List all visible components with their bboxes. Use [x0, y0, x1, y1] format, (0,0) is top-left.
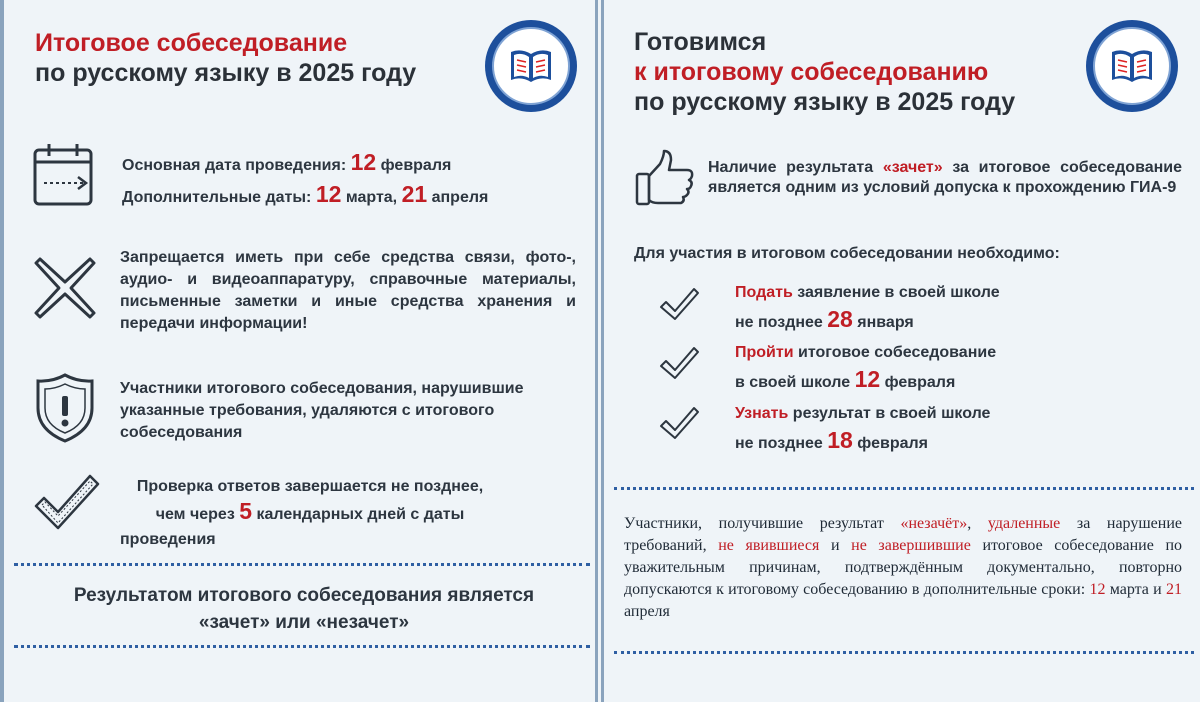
admission-text: Наличие результата «зачет» за итоговое собеседование является одним из условий допуска к прохождению ГИА-9: [708, 159, 1182, 196]
step-item: Пройти итоговое собеседование в своей школе 12 февраля: [735, 344, 997, 392]
bottom-note: Участники, получившие результат «незачёт», удаленные за нарушение требований, не явившиеся и не завершившие итоговое собеседование по уважительным причинам, подтверждённым документально, повторно допускаются к итоговому собеседованию в дополнительные сроки: 12 марта и 21 апреля: [624, 515, 1183, 620]
step-item: Подать заявление в своей школе не позднее 28 января: [735, 284, 1000, 332]
divider: [14, 645, 590, 648]
emblem-logo: [1086, 20, 1178, 112]
dates-block: Основная дата проведения: 12 февраля Дополнительные даты: 12 марта, 21 апреля: [122, 149, 489, 207]
divider: [14, 563, 590, 566]
result-text: Результатом итогового собеседования является «зачет» или «незачет»: [73, 585, 535, 633]
divider: [614, 487, 1194, 490]
violators-text: Участники итогового собеседования, нарушившие указанные требования, удаляются с итогового собеседования: [120, 380, 524, 441]
thumbs-up-icon: [634, 148, 696, 208]
check-icon: [658, 285, 700, 325]
shield-warning-icon: [34, 372, 96, 444]
right-title: Готовимся к итоговому собеседованию по русскому языку в 2025 году: [634, 28, 1016, 116]
cross-icon: [32, 255, 98, 321]
left-title: Итоговое собеседование по русскому языку в 2025 году: [35, 29, 417, 87]
divider: [614, 651, 1194, 654]
check-text: Проверка ответов завершается не позднее, чем через 5 календарных дней с даты проведения: [120, 478, 484, 548]
check-icon: [658, 344, 700, 384]
left-panel: [0, 0, 598, 702]
check-icon: [32, 470, 102, 534]
calendar-icon: [32, 141, 94, 207]
need-heading: Для участия в итоговом собеседовании необходимо:: [634, 245, 1060, 262]
step-item: Узнать результат в своей школе не позднее 18 февраля: [735, 405, 991, 453]
emblem-logo: [485, 20, 577, 112]
book-icon: [507, 46, 555, 86]
check-icon: [658, 404, 700, 444]
right-panel: [601, 0, 1200, 702]
prohibit-text: Запрещается иметь при себе средства связи, фото-, аудио- и видеоаппаратуру, справочные материалы, письменные заметки и иные средства хранения и передачи информации!: [120, 249, 576, 332]
book-icon: [1108, 46, 1156, 86]
